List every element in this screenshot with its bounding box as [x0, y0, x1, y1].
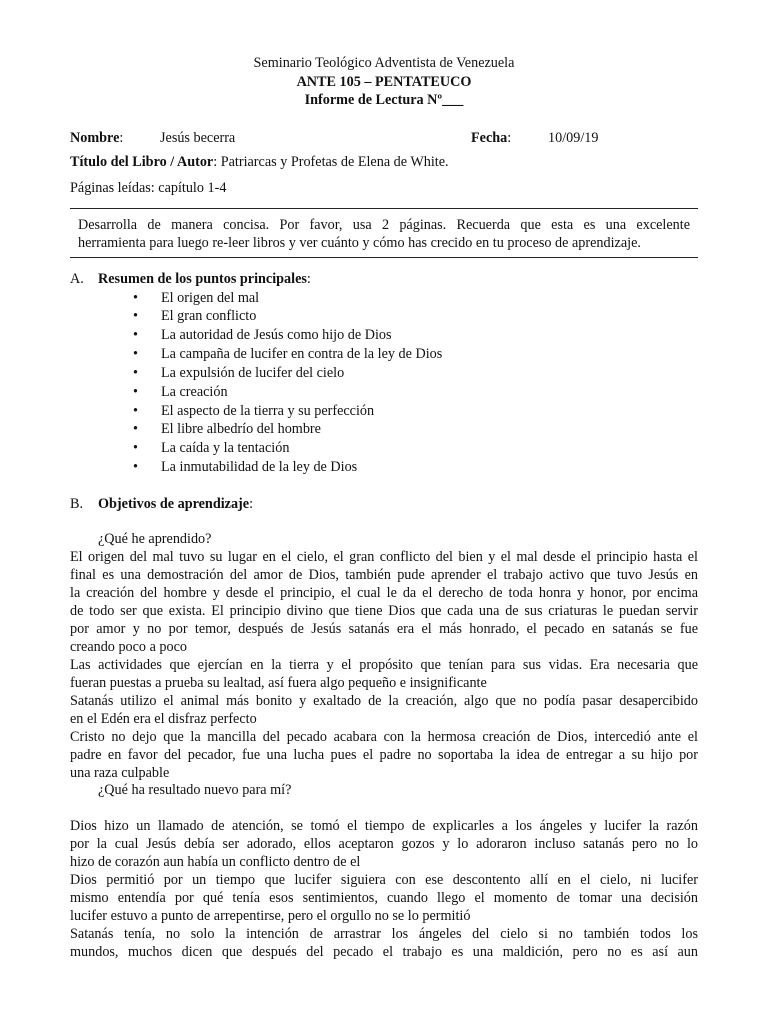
list-item: La autoridad de Jesús como hijo de Dios: [161, 327, 392, 343]
pages-value: capítulo 1-4: [158, 180, 227, 196]
section-b-colon: :: [249, 496, 254, 512]
question-new: ¿Qué ha resultado nuevo para mí?: [98, 782, 292, 798]
section-a-letter: A.: [70, 271, 84, 287]
question-learned: ¿Qué he aprendido?: [98, 531, 212, 547]
section-a-title: Resumen de los puntos principales: [98, 271, 307, 287]
paragraph-line: El origen del mal tuvo su lugar en el cielo, el gran conflicto del bien y el mal desde el principio hasta el: [70, 549, 698, 565]
paragraph-line: Satanás tenía, no solo la intención de arrastrar los ángeles del cielo si no también todos los: [70, 926, 698, 942]
paragraph-line: la creación del hombre y desde el principio, el cual le da el derecho de toda honra y honor, por encima: [70, 585, 698, 601]
course-title: ANTE 105 – PENTATEUCO: [296, 74, 472, 90]
section-a-heading: [98, 270, 311, 288]
paragraph-line: hizo de corazón aun había un conflicto dentro de el: [70, 854, 361, 870]
paragraph-line: en el Edén era el disfraz perfecto: [70, 711, 257, 727]
institution-title: Seminario Teológico Adventista de Venezuela: [253, 55, 515, 71]
name-label: Nombre: [70, 130, 120, 146]
bullet-icon: •: [133, 365, 138, 381]
book-value: Patriarcas y Profetas de Elena de White.: [220, 154, 449, 170]
list-item: La caída y la tentación: [161, 440, 290, 456]
bullet-icon: •: [133, 421, 138, 437]
paragraph-line: por la cual Jesús debía ser adorado, ellos aceptaron gozos y lo adoraron incluso satanás pero no lo: [70, 836, 698, 852]
list-item: La creación: [161, 384, 228, 400]
paragraph-line: fueran puestas a prueba su lealtad, así fuera algo pequeño e insignificante: [70, 675, 487, 691]
paragraph-line: Las actividades que ejercían en la tierra y el propósito que tenían para sus vidas. Era necesaria que: [70, 657, 698, 673]
bullet-icon: •: [133, 290, 138, 306]
section-b-title: Objetivos de aprendizaje: [98, 496, 250, 512]
date-field: [471, 129, 511, 147]
paragraph-line: lucifer estuvo a punto de arrepentirse, pero el orgullo no se lo permitió: [70, 908, 471, 924]
bullet-icon: •: [133, 308, 138, 324]
paragraph-line: mismo entendía por qué tenía esos sentimientos, cuando llego el momento de tomar una decisión: [70, 890, 698, 906]
list-item: La campaña de lucifer en contra de la ley de Dios: [161, 346, 443, 362]
bullet-icon: •: [133, 384, 138, 400]
bullet-icon: •: [133, 346, 138, 362]
bullet-icon: •: [133, 327, 138, 343]
list-item: El libre albedrío del hombre: [161, 421, 321, 437]
date-colon: :: [507, 130, 512, 146]
book-colon: :: [213, 154, 218, 170]
instructions-line: Desarrolla de manera concisa. Por favor, usa 2 páginas. Recuerda que esta es una excelente: [78, 217, 690, 233]
paragraph-line: Cristo no dejo que la mancilla del pecado acabara con la hermosa creación de Dios, intercedió ante el: [70, 729, 698, 745]
section-b-letter: B.: [70, 496, 84, 512]
list-item: El aspecto de la tierra y su perfección: [161, 403, 375, 419]
name-colon: :: [119, 130, 124, 146]
paragraph-line: Dios hizo un llamado de atención, se tomó el tiempo de explicarles a los ángeles y lucifer la razón: [70, 818, 698, 834]
pages-label: Páginas leídas:: [70, 180, 155, 196]
paragraph-line: Dios permitió por un tiempo que lucifer siguiera con ese descontento allí en el cielo, ni lucifer: [70, 872, 698, 888]
section-b-heading: [98, 495, 253, 513]
top-rule: [70, 208, 698, 209]
paragraph-line: padre en favor del pecador, fue una lucha pues el padre no soportaba la idea de entregar a su hijo por: [70, 747, 698, 763]
paragraph-line: una raza culpable: [70, 765, 170, 781]
report-title: Informe de Lectura Nº___: [304, 92, 464, 108]
paragraph-line: por amor y no por temor, después de Jesús satanás era el más honrado, el pecado en satanás se fue: [70, 621, 698, 637]
bullet-icon: •: [133, 440, 138, 456]
list-item: El gran conflicto: [161, 308, 257, 324]
paragraph-line: Satanás utilizo el animal más bonito y exaltado de la creación, algo que no podía pasar desapercibido: [70, 693, 698, 709]
instructions-line: herramienta para luego re-leer libros y ver cuánto y cómo has crecido en tu proceso de aprendizaje.: [78, 235, 641, 251]
date-value: 10/09/19: [548, 130, 599, 146]
paragraph-line: final es una demostración del amor de Dios, también pude aprender el trabajo activo que tuvo Jesús en: [70, 567, 698, 583]
list-item: La expulsión de lucifer del cielo: [161, 365, 345, 381]
paragraph-line: creando poco a poco: [70, 639, 187, 655]
book-field: [70, 153, 449, 171]
bullet-icon: •: [133, 403, 138, 419]
paragraph-line: de todo ser que exista. El principio divino que tiene Dios que cada una de sus criaturas le puedan servir: [70, 603, 698, 619]
pages-field: [70, 179, 226, 197]
list-item: El origen del mal: [161, 290, 260, 306]
bottom-rule: [70, 257, 698, 258]
date-label: Fecha: [471, 130, 508, 146]
name-field: [70, 129, 123, 147]
name-value: Jesús becerra: [160, 130, 236, 146]
list-item: La inmutabilidad de la ley de Dios: [161, 459, 358, 475]
book-label: Título del Libro / Autor: [70, 154, 214, 170]
section-a-colon: :: [306, 271, 311, 287]
bullet-icon: •: [133, 459, 138, 475]
paragraph-line: mundos, muchos dicen que después del pecado el trabajo es una maldición, pero no es así aun: [70, 944, 698, 960]
